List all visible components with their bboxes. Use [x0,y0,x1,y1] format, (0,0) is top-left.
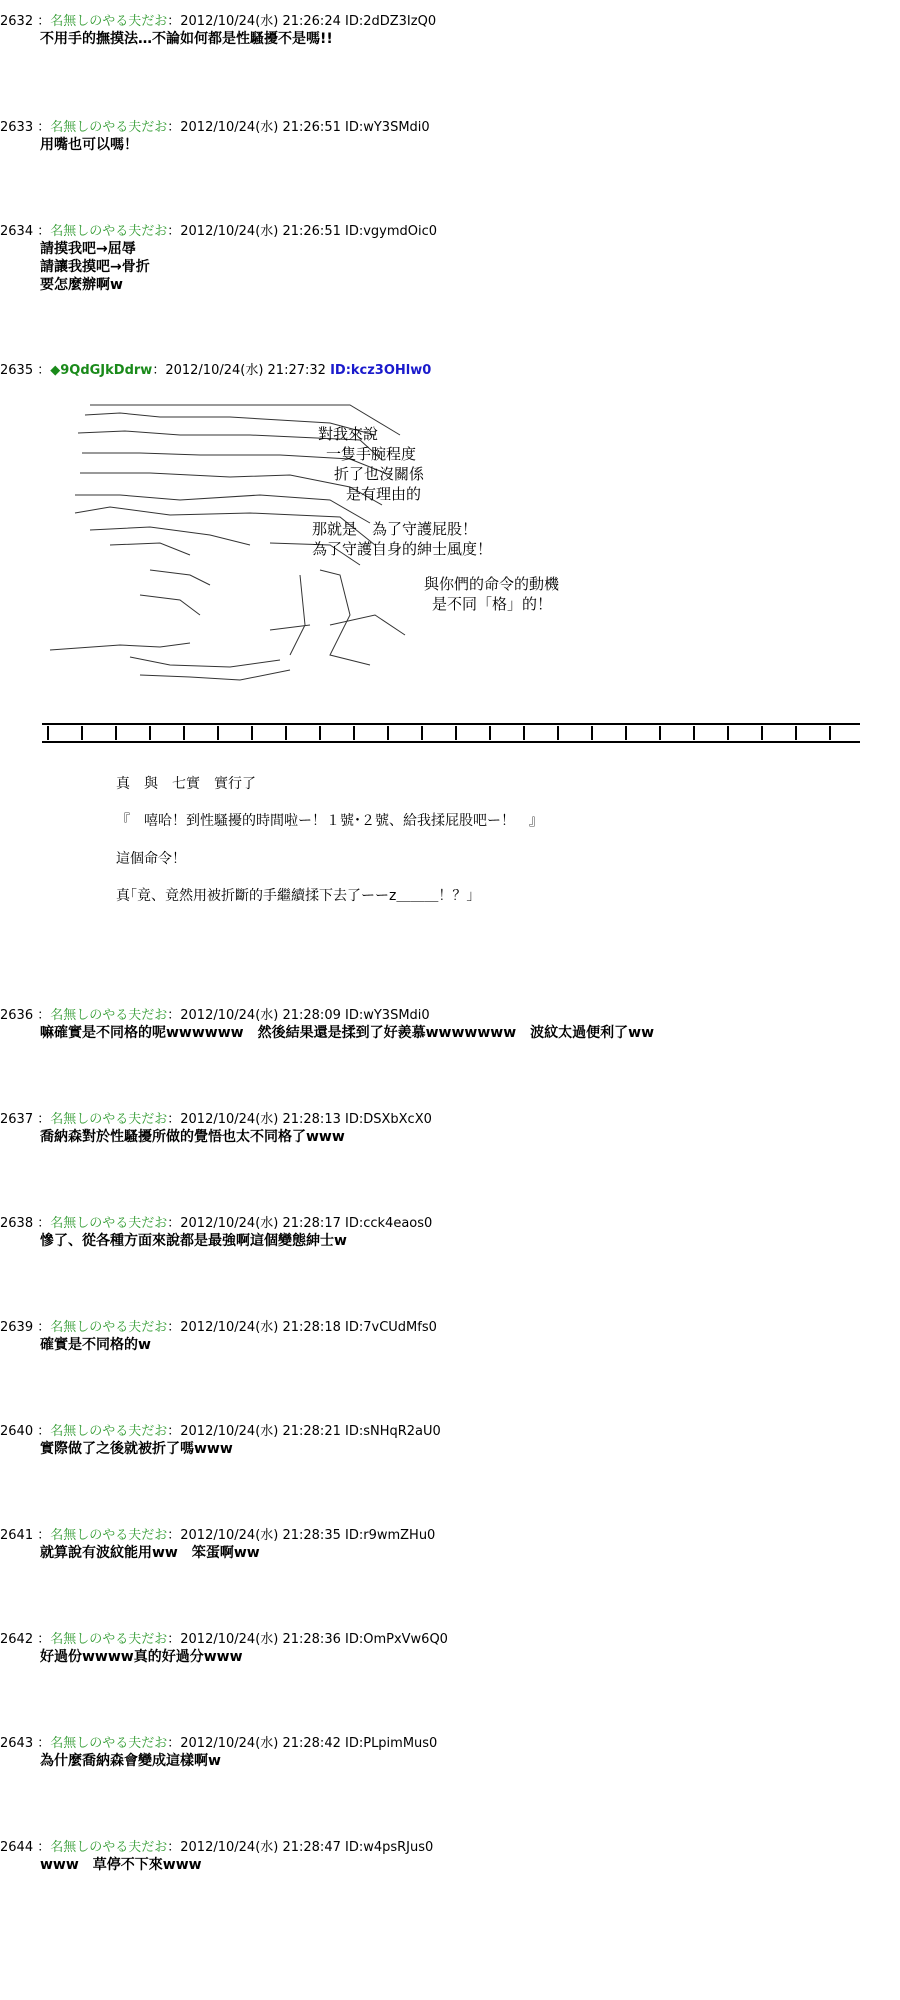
post-body [40,1024,900,1042]
post-id[interactable]: ID:PLpimMus0 [345,1736,438,1751]
post-header: 2634 ：名無しのやる夫だお：2012/10/24(水) 21:26:51 ID:vgymdOic0 [0,224,438,239]
aa-line: 那就是 為了守護屁股！ [312,520,478,538]
aa-line: 是有理由的 [346,485,422,503]
post-date: 2012/10/24(水) 21:28:17 [180,1216,341,1231]
post-id[interactable]: ID:w4psRJus0 [345,1840,434,1855]
post-line: 請讓我摸吧→骨折 [40,259,150,275]
post-header: 2632 ：名無しのやる夫だお：2012/10/24(水) 21:26:24 ID:2dDZ3IzQ0 [0,14,437,29]
post-number: 2641 [0,1528,34,1543]
post-2643 [0,1736,900,1770]
post-body [40,1336,900,1354]
aa-line: 為了守護自身的紳士風度！ [312,540,493,558]
post-2633 [0,120,900,154]
story-line: 這個命令！ [116,851,186,867]
poster-name[interactable]: 名無しのやる夫だお [50,1528,168,1543]
post-number: 2632 [0,14,34,29]
post-line: 嘛確實是不同格的呢wwwwww 然後結果還是揉到了好羨慕wwwwwww 波紋太過便利了ww [40,1025,655,1041]
post-2638 [0,1216,900,1250]
poster-name[interactable]: 名無しのやる夫だお [50,1632,168,1647]
poster-name[interactable]: 名無しのやる夫だお [50,1736,168,1751]
poster-name[interactable]: 名無しのやる夫だお [50,1424,168,1439]
post-line: 不用手的撫摸法…不論如何都是性騷擾不是嗎!! [40,31,333,47]
post-date: 2012/10/24(水) 21:28:18 [180,1320,341,1335]
post-body [40,1128,900,1146]
post-date: 2012/10/24(水) 21:26:51 [180,120,341,135]
post-header: 2638 ：名無しのやる夫だお：2012/10/24(水) 21:28:17 ID:cck4eaos0 [0,1216,433,1231]
poster-name[interactable]: 名無しのやる夫だお [50,1112,168,1127]
post-id[interactable]: ID:cck4eaos0 [345,1216,433,1231]
post-number: 2634 [0,224,34,239]
post-number: 2636 [0,1008,34,1023]
post-2632 [0,14,900,48]
post-id[interactable]: ID:wY3SMdi0 [345,120,430,135]
aa-line: 是不同「格」的！ [432,595,553,613]
post-line: 慘了、從各種方面來說都是最強啊這個變態紳士w [40,1233,347,1249]
poster-name[interactable]: 名無しのやる夫だお [50,224,168,239]
post-body [40,30,900,48]
post-date: 2012/10/24(水) 21:28:35 [180,1528,341,1543]
post-line: 喬納森對於性騷擾所做的覺悟也太不同格了www [40,1129,345,1145]
post-id[interactable]: ID:7vCUdMfs0 [345,1320,437,1335]
post-header: 2644 ：名無しのやる夫だお：2012/10/24(水) 21:28:47 ID:w4psRJus0 [0,1840,434,1855]
post-date: 2012/10/24(水) 21:27:32 [165,363,326,378]
post-line: www 草停不下來www [40,1857,202,1873]
post-date: 2012/10/24(水) 21:28:13 [180,1112,341,1127]
post-number: 2642 [0,1632,34,1647]
post-header: 2635 ：◆9QdGJkDdrw：2012/10/24(水) 21:27:32 ID:kcz3OHlw0 [0,363,432,378]
post-number: 2638 [0,1216,34,1231]
post-date: 2012/10/24(水) 21:26:51 [180,224,341,239]
post-body [40,136,900,154]
aa-line: 與你們的命令的動機 [424,575,560,593]
post-number: 2644 [0,1840,34,1855]
post-body [40,1648,900,1666]
poster-name[interactable]: 名無しのやる夫だお [50,14,168,29]
post-2637 [0,1112,900,1146]
post-header: 2641 ：名無しのやる夫だお：2012/10/24(水) 21:28:35 ID:r9wmZHu0 [0,1528,436,1543]
post-date: 2012/10/24(水) 21:28:47 [180,1840,341,1855]
aa-line: 折了也沒關係 [334,465,425,483]
post-2644 [0,1840,900,1874]
post-header: 2642 ：名無しのやる夫だお：2012/10/24(水) 21:28:36 ID:OmPxVw6Q0 [0,1632,448,1647]
post-id[interactable]: ID:vgymdOic0 [345,224,438,239]
poster-name[interactable]: 名無しのやる夫だお [50,1320,168,1335]
ascii-art-panel [30,395,650,695]
post-header: 2636 ：名無しのやる夫だお：2012/10/24(水) 21:28:09 ID:wY3SMdi0 [0,1008,430,1023]
aa-line: 一隻手腕程度 [326,445,417,463]
post-body [40,1752,900,1770]
post-id[interactable]: ID:kcz3OHlw0 [330,363,432,378]
post-date: 2012/10/24(水) 21:28:09 [180,1008,341,1023]
post-date: 2012/10/24(水) 21:28:21 [180,1424,341,1439]
post-id[interactable]: ID:OmPxVw6Q0 [345,1632,448,1647]
post-header: 2633 ：名無しのやる夫だお：2012/10/24(水) 21:26:51 ID:wY3SMdi0 [0,120,430,135]
post-line: 實際做了之後就被折了嗎www [40,1441,233,1457]
post-line: 要怎麼辦啊w [40,277,123,293]
post-line: 就算說有波紋能用ww 笨蛋啊ww [40,1545,260,1561]
post-body [40,1856,900,1874]
post-header: 2643 ：名無しのやる夫だお：2012/10/24(水) 21:28:42 ID:PLpimMus0 [0,1736,438,1751]
post-header: 2639 ：名無しのやる夫だお：2012/10/24(水) 21:28:18 ID:7vCUdMfs0 [0,1320,437,1335]
post-body [40,240,900,294]
post-number: 2635 [0,363,34,378]
poster-name[interactable]: 名無しのやる夫だお [50,1840,168,1855]
post-header: 2637 ：名無しのやる夫だお：2012/10/24(水) 21:28:13 ID:DSXbXcX0 [0,1112,432,1127]
post-line: 用嘴也可以嗎！ [40,137,138,153]
post-id[interactable]: ID:DSXbXcX0 [345,1112,432,1127]
post-number: 2633 [0,120,34,135]
post-date: 2012/10/24(水) 21:28:36 [180,1632,341,1647]
post-date: 2012/10/24(水) 21:26:24 [180,14,341,29]
post-body [40,1544,900,1562]
post-number: 2639 [0,1320,34,1335]
post-number: 2640 [0,1424,34,1439]
post-line: 請摸我吧→屈辱 [40,241,136,257]
post-id[interactable]: ID:r9wmZHu0 [345,1528,436,1543]
post-2641 [0,1528,900,1562]
post-body [40,1232,900,1250]
post-date: 2012/10/24(水) 21:28:42 [180,1736,341,1751]
post-line: 好過份wwww真的好過分www [40,1649,243,1665]
panel-divider [42,722,860,746]
aa-line: 對我來說 [318,425,379,443]
post-2639 [0,1320,900,1354]
story-line: 『 嘻哈！到性騷擾的時間啦ー！１號･２號、給我揉屁股吧ー！ 』 [116,813,543,829]
post-2636 [0,1008,900,1042]
post-2642 [0,1632,900,1666]
author-trip[interactable]: ◆9QdGJkDdrw [50,363,153,378]
post-number: 2643 [0,1736,34,1751]
post-line: 為什麼喬納森會變成這樣啊w [40,1753,221,1769]
post-line: 確實是不同格的w [40,1337,151,1353]
story-line: 真｢竟、竟然用被折斷的手繼續揉下去了ーーz＿＿＿！？｣ [116,888,474,904]
post-2640 [0,1424,900,1458]
post-2635 [0,363,900,379]
post-id[interactable]: ID:wY3SMdi0 [345,1008,430,1023]
post-body [40,1440,900,1458]
post-id[interactable]: ID:2dDZ3IzQ0 [345,14,437,29]
story-line: 真 與 七實 實行了 [116,776,256,792]
post-id[interactable]: ID:sNHqR2aU0 [345,1424,441,1439]
post-header: 2640 ：名無しのやる夫だお：2012/10/24(水) 21:28:21 ID:sNHqR2aU0 [0,1424,441,1439]
post-2634 [0,224,900,294]
post-number: 2637 [0,1112,34,1127]
poster-name[interactable]: 名無しのやる夫だお [50,1216,168,1231]
poster-name[interactable]: 名無しのやる夫だお [50,120,168,135]
poster-name[interactable]: 名無しのやる夫だお [50,1008,168,1023]
